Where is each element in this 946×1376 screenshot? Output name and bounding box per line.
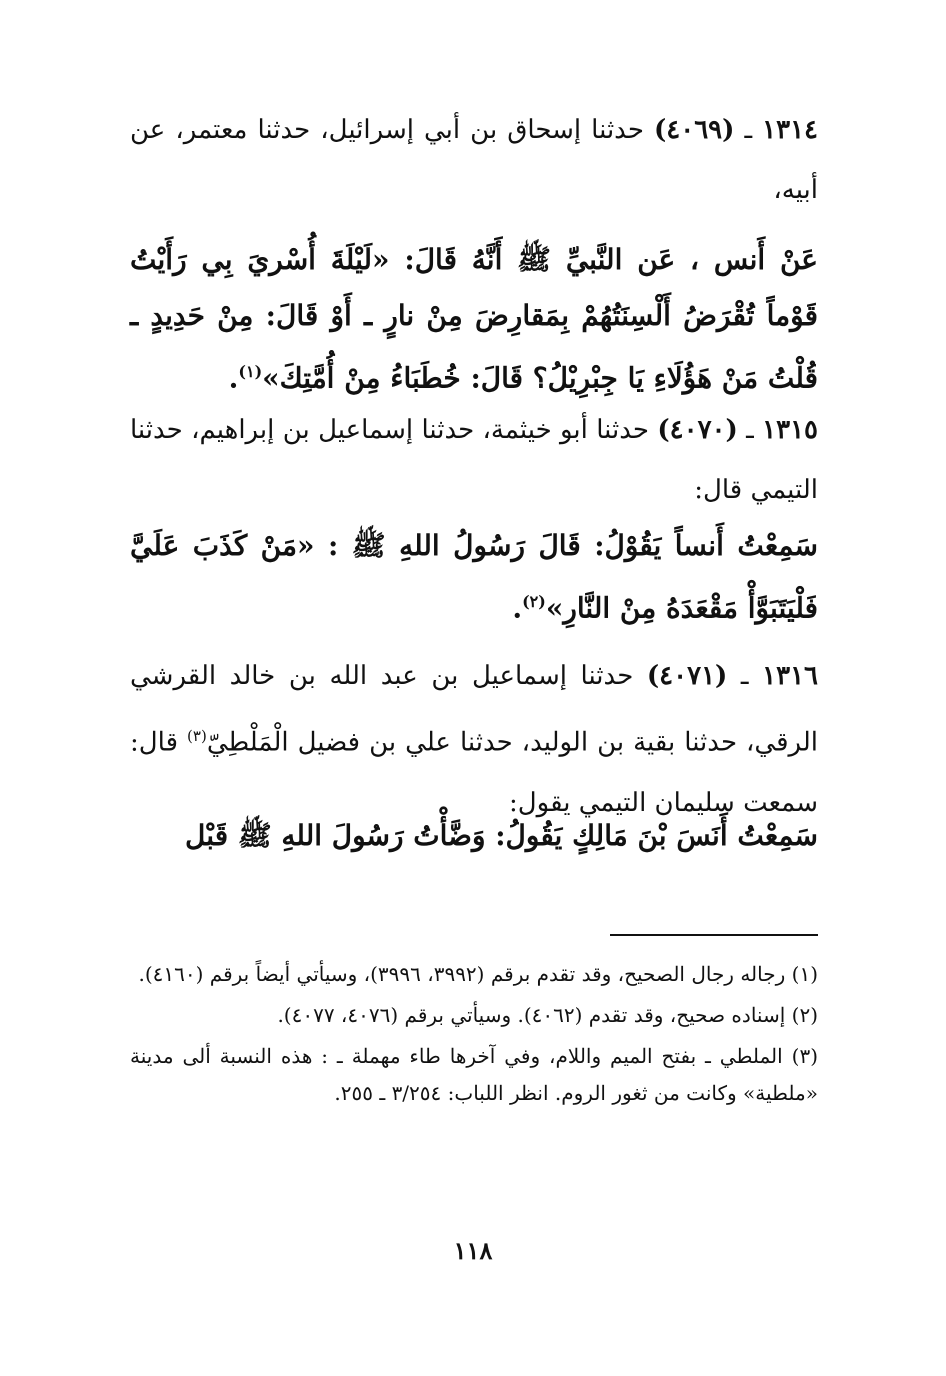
entry-reference: (٤٠٧٠) [657, 415, 738, 445]
footnote-marker: (١) [791, 962, 818, 986]
entry-number: ١٣١٦ [762, 661, 819, 691]
footnote-2 [130, 997, 818, 1034]
entry-1316-hadith [130, 808, 818, 864]
footnote-text: الملطي ـ بفتح الميم واللام، وفي آخرها طاء مهملة ـ : هذه النسبة ألى مدينة «ملطية» وكانت من ثغور الروم. انظر اللباب: ٣/٢٥٤ ـ ٢٥٥. [130, 1044, 818, 1105]
footnote-marker: (٣) [187, 727, 207, 745]
hadith-text: عَنْ أَنس ، عَن النَّبيِّ ﷺ أَنَّهُ قَالَ: «لَيْلَةَ أُسْريَ بِي رَأَيْتُ قَوْماً تُقْرَضُ أَلْسِنَتُهُمْ بِمَقارِضَ مِنْ نارٍ ـ أَوْ قَالَ: مِنْ حَدِيدٍ ـ قُلْتُ مَنْ هَؤُلَاءِ يَا جِبْرِيْلُ؟ قَالَ: خُطَبَاءُ مِنْ أُمَّتِكَ» [130, 243, 818, 395]
entry-number: ١٣١٥ [762, 415, 818, 445]
footnote-3 [130, 1038, 818, 1112]
entry-reference: (٤٠٦٩) [653, 115, 735, 145]
footnote-marker: (١) [238, 362, 263, 381]
footnote-separator [610, 934, 818, 936]
footnote-marker: (٢) [791, 1003, 818, 1027]
isnad-text-end: قال: سمعت سليمان التيمي يقول: [130, 727, 818, 818]
footnotes [130, 956, 818, 1116]
entry-number: ١٣١٤ [762, 115, 819, 145]
footnote-text: إسناده صحيح، وقد تقدم (٤٠٦٢). وسيأتي برقم (٤٠٧٦، ٤٠٧٧). [277, 1003, 786, 1027]
footnote-marker: (٢) [522, 592, 546, 611]
footnote-marker: (٣) [791, 1044, 818, 1068]
hadith-text: سَمِعْتُ أَنَسَ بْنَ مَالِكٍ يَقُولُ: وَضَّأْتُ رَسُولَ اللهِ ﷺ قَبْل [185, 819, 818, 852]
footnote-text: رجاله رجال الصحيح، وقد تقدم برقم (٣٩٩٢، ٣٩٩٦)، وسيأتي أيضاً برقم (٤١٦٠). [138, 962, 786, 986]
hadith-text: سَمِعْتُ أَنساً يَقُوْلُ: قَالَ رَسُولُ اللهِ ﷺ : «مَنْ كَذَبَ عَلَيَّ فَلْيَتَبَوَّأْ مَقْعَدَهُ مِنْ النَّارِ» [130, 529, 818, 625]
isnad-text: حدثنا أبو خيثمة، حدثنا إسماعيل بن إبراهيم، حدثنا التيمي قال: [130, 415, 818, 505]
isnad-text: حدثنا إسماعيل بن عبد الله بن خالد القرشي الرقي، حدثنا بقية بن الوليد، حدثنا علي بن فضيل الْمَلْطِيّ [130, 661, 819, 758]
isnad-text: حدثنا إسحاق بن أبي إسرائيل، حدثنا معتمر، عن أبيه، [130, 115, 818, 205]
entry-1315-chain: ١٣١٥ ـ (٤٠٧٠) حدثنا أبو خيثمة، حدثنا إسماعيل بن إبراهيم، حدثنا التيمي قال: [130, 415, 818, 505]
footnote-1 [130, 956, 818, 993]
entry-1314-hadith: عَنْ أَنس ، عَن النَّبيِّ ﷺ أَنَّهُ قَالَ: «لَيْلَةَ أُسْريَ بِي رَأَيْتُ قَوْماً تُقْرَضُ أَلْسِنَتُهُمْ بِمَقارِضَ مِنْ نارٍ ـ أَوْ قَالَ: مِنْ حَدِيدٍ ـ قُلْتُ مَنْ هَؤُلَاءِ يَا جِبْرِيْلُ؟ قَالَ: خُطَبَاءُ مِنْ أُمَّتِكَ»$^{(١)}$. [130, 243, 818, 395]
entry-reference: (٤٠٧١) [646, 661, 728, 691]
entry-1314-chain: ١٣١٤ ـ (٤٠٦٩) حدثنا إسحاق بن أبي إسرائيل، حدثنا معتمر، عن أبيه، [130, 115, 819, 205]
page-number: ١١٨ [453, 1236, 493, 1265]
entry-1315-hadith: سَمِعْتُ أَنساً يَقُوْلُ: قَالَ رَسُولُ اللهِ ﷺ : «مَنْ كَذَبَ عَلَيَّ فَلْيَتَبَوَّأْ مَقْعَدَهُ مِنْ النَّارِ»$^{(٢)}$. [130, 529, 818, 625]
entry-1316-chain: ١٣١٦ ـ (٤٠٧١) حدثنا إسماعيل بن عبد الله بن خالد القرشي الرقي، حدثنا بقية بن الوليد، حدثنا علي بن فضيل الْمَلْطِيّ$^{(٣)}$ قال: سمعت سليمان التيمي يقول: [130, 661, 819, 818]
